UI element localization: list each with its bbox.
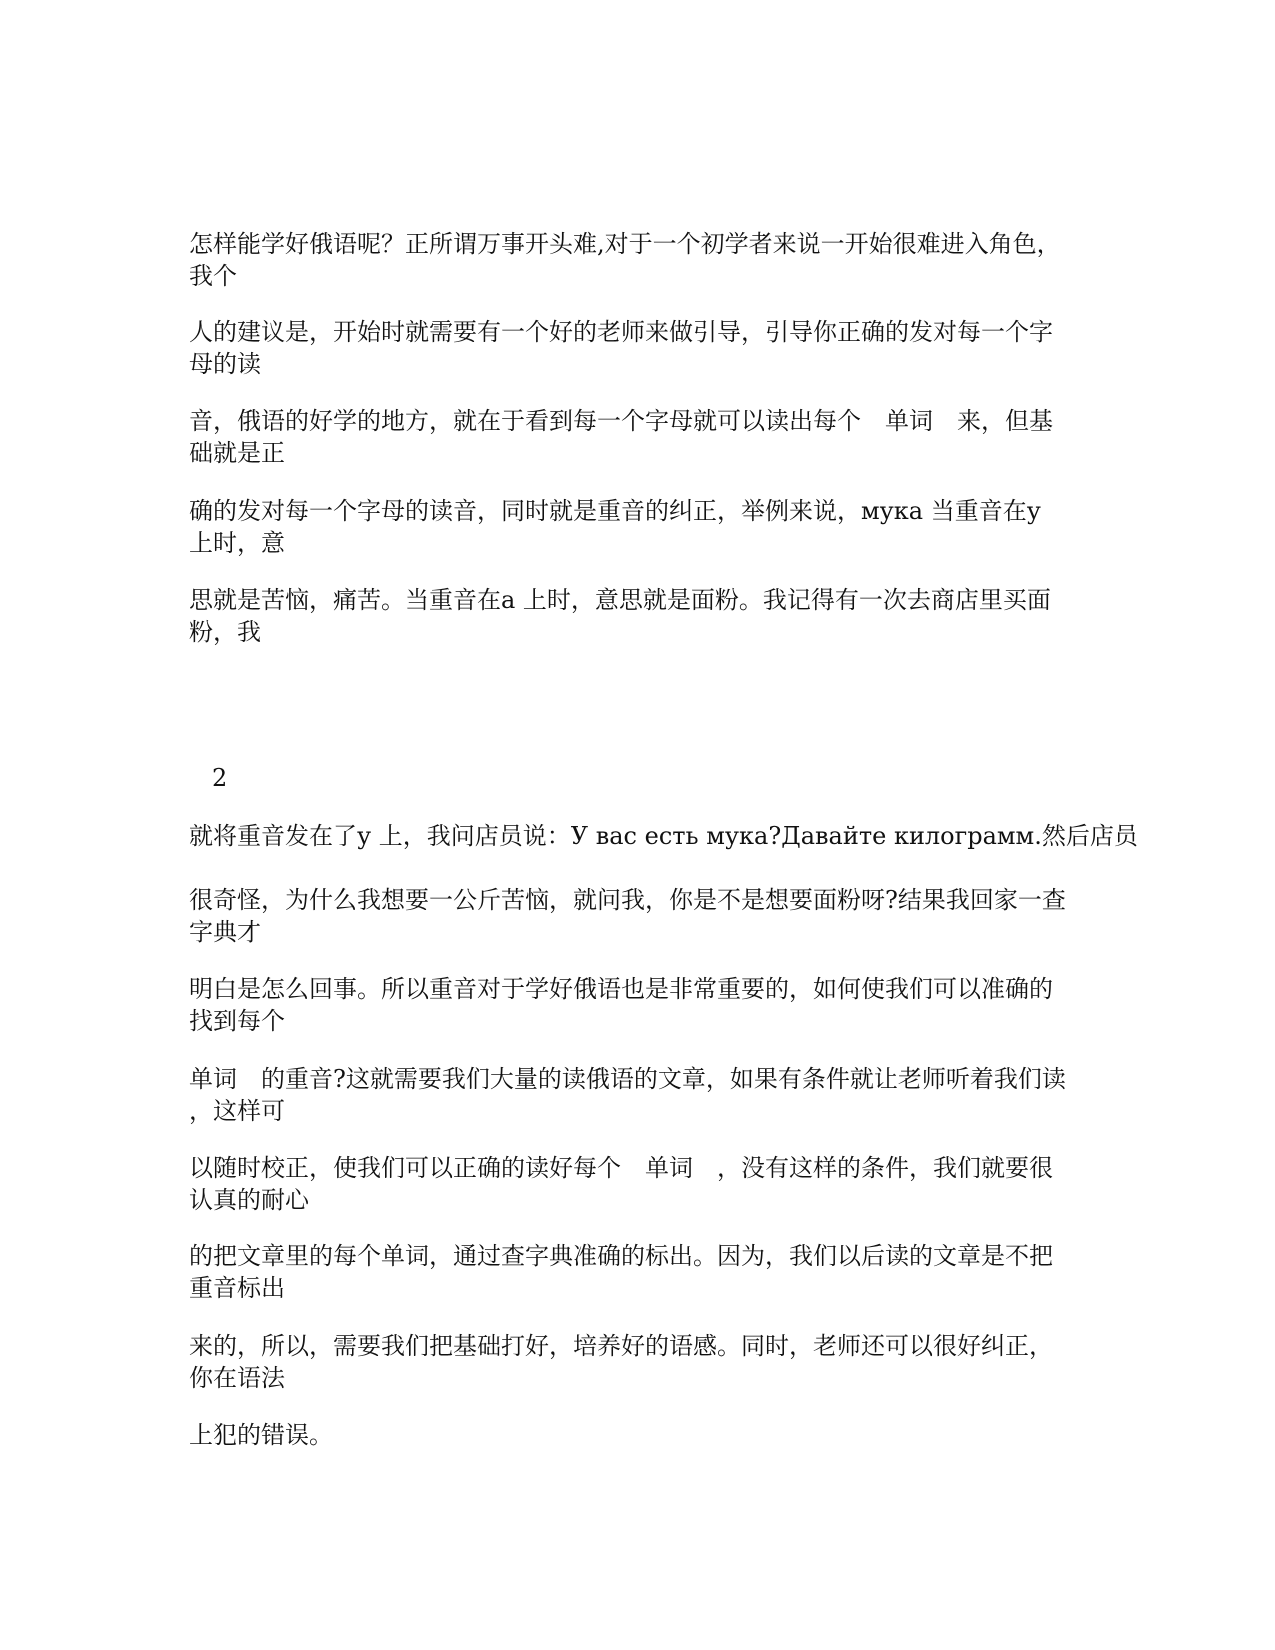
text-line: 重音标出 (189, 1274, 285, 1302)
text-line: ，这样可 (189, 1097, 285, 1125)
paragraph (189, 820, 1138, 852)
text-line: 础就是正 (189, 439, 285, 467)
text-line: 单词 的重音?这就需要我们大量的读俄语的文章，如果有条件就让老师听着我们读 (189, 1065, 1066, 1093)
paragraph (189, 584, 1099, 648)
text-line: 人的建议是，开始时就需要有一个好的老师来做引导，引导你正确的发对每一个字 (189, 318, 1053, 346)
text-line: 很奇怪，为什么我想要一公斤苦恼，就问我，你是不是想要面粉呀?结果我回家一查 (189, 886, 1066, 914)
text-line: 找到每个 (189, 1007, 285, 1035)
text-line: 母的读 (189, 350, 261, 378)
paragraph (189, 973, 1099, 1037)
paragraph (189, 316, 1099, 380)
page-number: 2 (212, 764, 228, 792)
text-line: 思就是苦恼，痛苦。当重音在а 上时，意思就是面粉。我记得有一次去商店里买面 (189, 586, 1051, 614)
text-line: 我个 (189, 262, 237, 290)
text-line: 的把文章里的每个单词，通过查字典准确的标出。因为，我们以后读的文章是不把 (189, 1242, 1053, 1270)
paragraph (189, 495, 1099, 559)
paragraph (189, 405, 1099, 469)
text-line: 音，俄语的好学的地方，就在于看到每一个字母就可以读出每个 单词 来，但基 (189, 407, 1053, 435)
paragraph (189, 1330, 1099, 1394)
text-line: 粉，我 (189, 618, 261, 646)
text-line: 上犯的错误。 (189, 1421, 333, 1449)
text-line: 以随时校正，使我们可以正确的读好每个 单词 ，没有这样的条件，我们就要很 (189, 1154, 1053, 1182)
text-line: 明白是怎么回事。所以重音对于学好俄语也是非常重要的，如何使我们可以准确的 (189, 975, 1053, 1003)
text-line: 你在语法 (189, 1364, 285, 1392)
text-line: 上时，意 (189, 529, 285, 557)
paragraph (189, 1419, 1099, 1451)
text-line: 来的，所以，需要我们把基础打好，培养好的语感。同时，老师还可以很好纠正， (189, 1332, 1053, 1360)
paragraph (189, 228, 1099, 292)
text-line: 就将重音发在了у 上，我问店员说：У вас есть мука?Давайте килограмм.然后店员 (189, 822, 1138, 850)
paragraph (189, 884, 1099, 948)
text-line: 认真的耐心 (189, 1186, 309, 1214)
paragraph (189, 1240, 1099, 1304)
paragraph (189, 1152, 1099, 1216)
paragraph (189, 1063, 1099, 1127)
text-line: 怎样能学好俄语呢？正所谓万事开头难,对于一个初学者来说一开始很难进入角色， (189, 230, 1061, 258)
text-line: 确的发对每一个字母的读音，同时就是重音的纠正，举例来说，мука 当重音在у (189, 497, 1041, 525)
text-line: 字典才 (189, 918, 261, 946)
